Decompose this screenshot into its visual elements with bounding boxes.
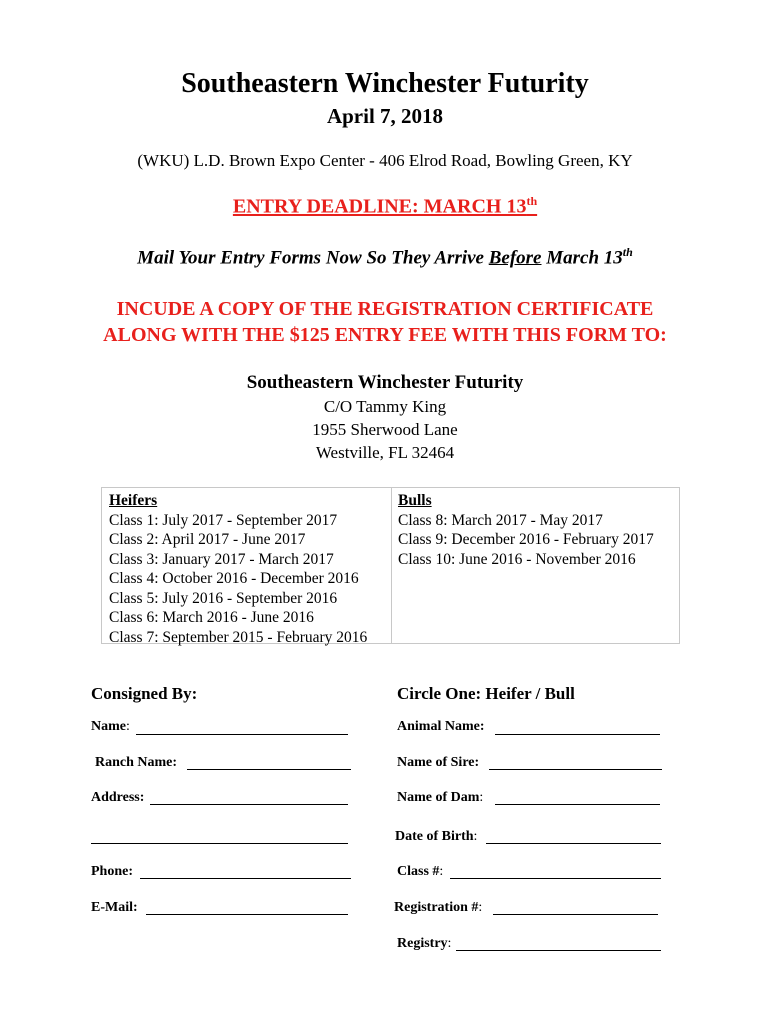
bull-class-10: Class 10: June 2016 - November 2016 xyxy=(398,550,636,568)
circle-one-heifer-bull[interactable]: Circle One: Heifer / Bull xyxy=(397,684,575,703)
mailing-address-line-2: 1955 Sherwood Lane xyxy=(312,420,458,439)
bulls-heading: Bulls xyxy=(398,492,432,509)
address-label: Address: xyxy=(91,790,145,805)
bull-classes xyxy=(398,491,654,569)
consigned-by-label: Consigned By: xyxy=(91,684,198,703)
email-label: E-Mail: xyxy=(91,900,138,915)
notice-line-2: ALONG WITH THE $125 ENTRY FEE WITH THIS FORM TO: xyxy=(103,324,667,346)
mailing-address-line-1: C/O Tammy King xyxy=(323,397,447,416)
date-of-birth-label: Date of Birth: xyxy=(395,829,478,844)
ranch-name-label: Ranch Name: xyxy=(95,755,178,770)
registry-field[interactable] xyxy=(456,950,661,951)
address-line-2-field[interactable] xyxy=(91,843,348,844)
notice-line-1: INCUDE A COPY OF THE REGISTRATION CERTIFICATE xyxy=(116,298,654,320)
mail-emphasis: Before xyxy=(488,247,542,269)
deadline-sup: th xyxy=(526,194,538,208)
registration-notice xyxy=(0,296,770,348)
heifer-class-4: Class 4: October 2016 - December 2016 xyxy=(109,570,359,587)
heifer-class-5: Class 5: July 2016 - September 2016 xyxy=(109,589,338,607)
heifer-classes xyxy=(109,491,367,647)
animal-name-field[interactable] xyxy=(495,734,660,735)
heifer-class-7: Class 7: September 2015 - February 2016 xyxy=(109,628,368,646)
class-number-label: Class #: xyxy=(397,864,444,879)
bull-class-8: Class 8: March 2017 - May 2017 xyxy=(398,511,603,529)
animal-name-label: Animal Name: xyxy=(397,719,485,734)
dam-label: Name of Dam: xyxy=(397,790,484,805)
mail-prefix: Mail Your Entry Forms Now So They Arrive xyxy=(137,247,489,269)
registration-number-label: Registration #: xyxy=(394,900,483,915)
sire-field[interactable] xyxy=(489,769,662,770)
entry-deadline xyxy=(0,194,770,219)
heifer-class-3: Class 3: January 2017 - March 2017 xyxy=(109,550,334,568)
address-field[interactable] xyxy=(150,804,348,805)
bull-class-9: Class 9: December 2016 - February 2017 xyxy=(398,531,654,548)
page-title: Southeastern Winchester Futurity xyxy=(181,68,589,99)
heifer-class-6: Class 6: March 2016 - June 2016 xyxy=(109,609,314,626)
mailing-address-line-3: Westville, FL 32464 xyxy=(315,443,455,462)
class-number-field[interactable] xyxy=(450,878,661,879)
mail-sup: th xyxy=(622,245,633,259)
heifer-class-2: Class 2: April 2017 - June 2017 xyxy=(109,531,306,548)
event-date: April 7, 2018 xyxy=(326,104,444,128)
name-label: Name: xyxy=(91,719,130,734)
phone-field[interactable] xyxy=(140,878,351,879)
ranch-name-field[interactable] xyxy=(187,769,351,770)
class-table-divider xyxy=(391,488,392,643)
mail-instruction xyxy=(0,245,770,269)
mailing-address-name: Southeastern Winchester Futurity xyxy=(246,372,524,393)
date-of-birth-field[interactable] xyxy=(486,843,661,844)
heifer-class-1: Class 1: July 2017 - September 2017 xyxy=(109,511,338,529)
email-field[interactable] xyxy=(146,914,348,915)
mail-suffix: March 13 xyxy=(541,247,623,269)
heifers-heading: Heifers xyxy=(109,492,158,509)
deadline-text: ENTRY DEADLINE: MARCH 13 xyxy=(232,195,527,218)
sire-label: Name of Sire: xyxy=(397,755,480,770)
registry-label: Registry: xyxy=(397,936,452,951)
venue-line: (WKU) L.D. Brown Expo Center - 406 Elrod Road, Bowling Green, KY xyxy=(137,151,633,170)
dam-field[interactable] xyxy=(495,804,660,805)
registration-number-field[interactable] xyxy=(493,914,658,915)
name-field[interactable] xyxy=(136,734,348,735)
phone-label: Phone: xyxy=(91,864,133,879)
class-table xyxy=(101,487,680,644)
